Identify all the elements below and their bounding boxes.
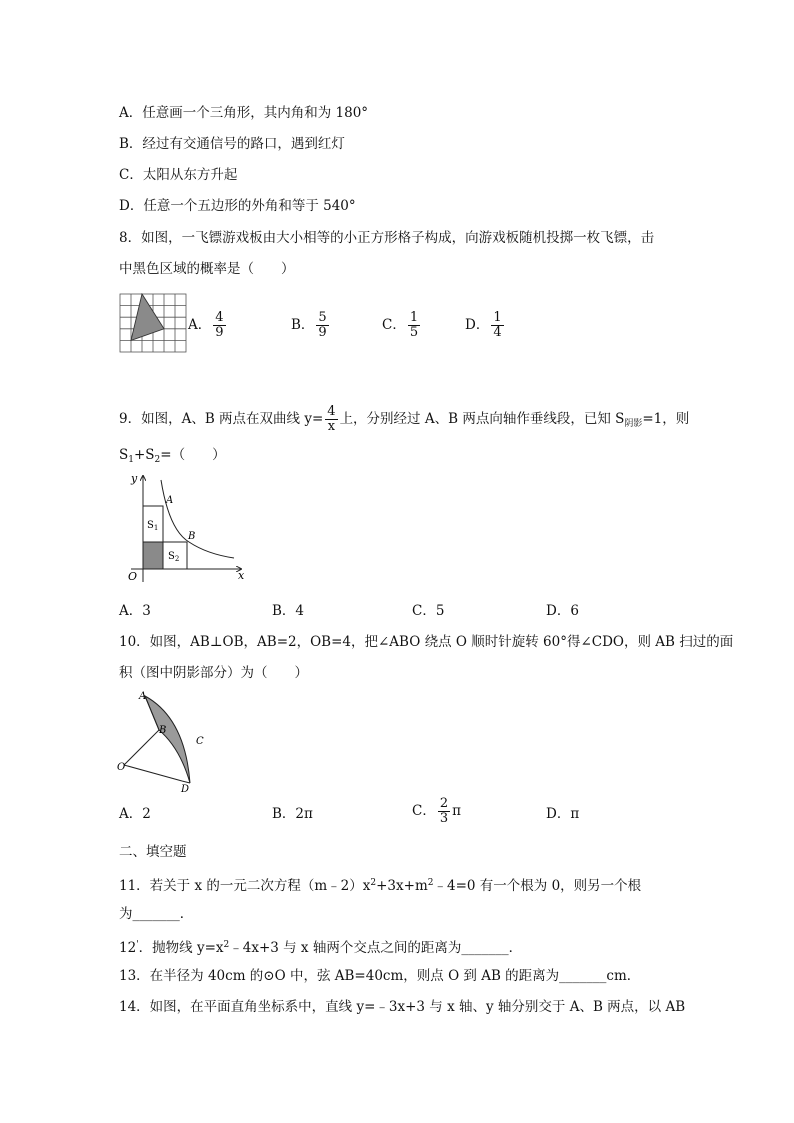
q11-part-b: +3x+m xyxy=(376,878,428,894)
q9-label-b: B xyxy=(188,531,196,542)
q9-plus-s: +S xyxy=(133,447,155,463)
q10-option-d: D．π xyxy=(546,806,580,822)
q9-hyperbola-figure xyxy=(119,470,254,588)
q10-label-a: A xyxy=(139,691,147,702)
q8-dartboard-figure xyxy=(119,293,187,353)
q10-option-c-fraction xyxy=(438,797,450,826)
q8-option-d xyxy=(465,311,506,340)
q12-sup: 2 xyxy=(223,940,230,950)
q10-label-b: B xyxy=(159,725,167,736)
q12-part-b: ．抛物线 y=x xyxy=(138,940,224,956)
q9-stem-pre: 9．如图，A、B 两点在双曲线 y= xyxy=(119,411,324,427)
q8-option-a xyxy=(188,311,228,340)
q9-sub2: 2 xyxy=(154,455,161,465)
q9-label-y: y xyxy=(131,472,138,485)
q10-option-c xyxy=(412,797,461,826)
q10-label-c: C xyxy=(196,736,204,747)
q11-part-c: ﹣4=0 有一个根为 0，则另一个根 xyxy=(433,878,642,894)
q8-option-c-fraction xyxy=(408,311,420,340)
q10-option-c-pi: π xyxy=(452,803,461,819)
q8-option-b-label: B． xyxy=(291,317,315,333)
section-fill-in-heading: 二、填空题 xyxy=(119,844,187,860)
q9-hyperbola-fraction xyxy=(325,405,337,434)
q12-stem xyxy=(119,935,522,958)
q7-option-c: C．太阳从东方升起 xyxy=(119,167,238,183)
q14-stem: 14．如图，在平面直角坐标系中，直线 y=﹣3x+3 与 x 轴、y 轴分别交于 A、B 两点，以 AB xyxy=(119,999,686,1015)
q9-shadow-subscript: 阴影 xyxy=(624,419,643,429)
q8-option-a-label: A． xyxy=(188,317,212,333)
q8-option-c xyxy=(382,311,422,340)
fraction-numerator: 5 xyxy=(318,310,327,325)
q8-option-a-fraction xyxy=(213,311,225,340)
q11-stem-line1 xyxy=(119,873,641,896)
q10-label-d: D xyxy=(181,784,190,792)
fraction-numerator: 4 xyxy=(215,310,224,325)
q9-hyperbola-curve xyxy=(161,480,234,558)
q8-option-d-fraction xyxy=(491,311,503,340)
q8-option-b-fraction xyxy=(316,311,328,340)
q9-stem-end: =（ ） xyxy=(160,447,226,463)
fraction-denominator: 4 xyxy=(493,325,502,340)
q10-option-c-label: C． xyxy=(412,803,436,819)
q9-label-x: x xyxy=(238,569,245,582)
fraction-numerator: 1 xyxy=(493,310,502,325)
fraction-denominator: 9 xyxy=(215,325,224,340)
q10-label-o: O xyxy=(117,762,126,773)
q7-option-b: B．经过有交通信号的路口，遇到红灯 xyxy=(119,136,345,152)
q9-option-d: D．6 xyxy=(546,603,579,619)
fraction-denominator: 9 xyxy=(318,325,327,340)
q10-segment-cd xyxy=(182,781,190,783)
q9-option-c: C．5 xyxy=(412,603,445,619)
q7-option-a: A．任意画一个三角形，其内角和为 180° xyxy=(119,105,369,121)
q9-stem-line2 xyxy=(119,445,226,470)
q12-number: 12 xyxy=(119,940,137,956)
fraction-denominator: 5 xyxy=(409,325,419,340)
fraction-denominator: x xyxy=(327,419,336,434)
q9-stem-post2: =1，则 xyxy=(642,411,690,427)
q9-label-a: A xyxy=(166,495,174,506)
q8-option-b xyxy=(291,311,331,340)
q12-tick: ' xyxy=(136,940,139,950)
q9-shaded-region xyxy=(143,542,163,569)
q11-sup2: 2 xyxy=(427,878,434,888)
q7-option-d: D．任意一个五边形的外角和等于 540° xyxy=(119,198,356,214)
q11-part-a: 11．若关于 x 的一元二次方程（m﹣2）x xyxy=(119,878,371,894)
q8-option-c-label: C． xyxy=(382,317,406,333)
q10-rotation-figure xyxy=(115,688,215,792)
q13-stem: 13．在半径为 40cm 的⊙O 中，弦 AB=40cm，则点 O 到 AB 的距离为_______cm． xyxy=(119,968,641,984)
q9-stem-line1 xyxy=(119,405,689,434)
q8-option-d-label: D． xyxy=(465,317,490,333)
fraction-denominator: 3 xyxy=(439,811,449,826)
q10-shaded-region xyxy=(145,696,190,783)
fraction-numerator: 1 xyxy=(409,310,419,325)
q9-s: S xyxy=(119,447,129,463)
q12-part-c: ﹣4x+3 与 x 轴两个交点之间的距离为_______． xyxy=(229,940,523,956)
q10-stem-line1: 10．如图，AB⊥OB，AB=2，OB=4，把∠ABO 绕点 O 顺时针旋转 60°得∠CDO，则 AB 扫过的面 xyxy=(119,634,734,650)
q9-label-o: O xyxy=(128,570,138,583)
q9-option-b: B．4 xyxy=(272,603,305,619)
q10-stem-line2: 积（图中阴影部分）为（ ） xyxy=(119,665,308,681)
q8-stem-line2: 中黑色区域的概率是（ ） xyxy=(119,261,295,277)
fraction-numerator: 2 xyxy=(439,796,449,811)
q9-stem-post: 上，分别经过 A、B 两点向轴作垂线段，已知 S xyxy=(339,411,625,427)
q9-sub1: 1 xyxy=(128,455,134,465)
q10-option-a: A．2 xyxy=(119,806,151,822)
fraction-numerator: 4 xyxy=(327,404,336,419)
q9-label-s1: $S_1$ xyxy=(147,520,159,532)
q10-segment-ob xyxy=(124,730,159,765)
q10-segment-od xyxy=(124,765,182,781)
q11-sup1: 2 xyxy=(370,878,377,888)
q9-label-s2: $S_2$ xyxy=(168,551,180,563)
q11-stem-line2: 为_______． xyxy=(119,906,194,922)
q9-option-a: A．3 xyxy=(119,603,151,619)
q10-option-b: B．2π xyxy=(272,806,313,822)
q8-stem-line1: 8．如图，一飞镖游戏板由大小相等的小正方形格子构成，向游戏板随机投掷一枚飞镖，击 xyxy=(119,230,655,246)
